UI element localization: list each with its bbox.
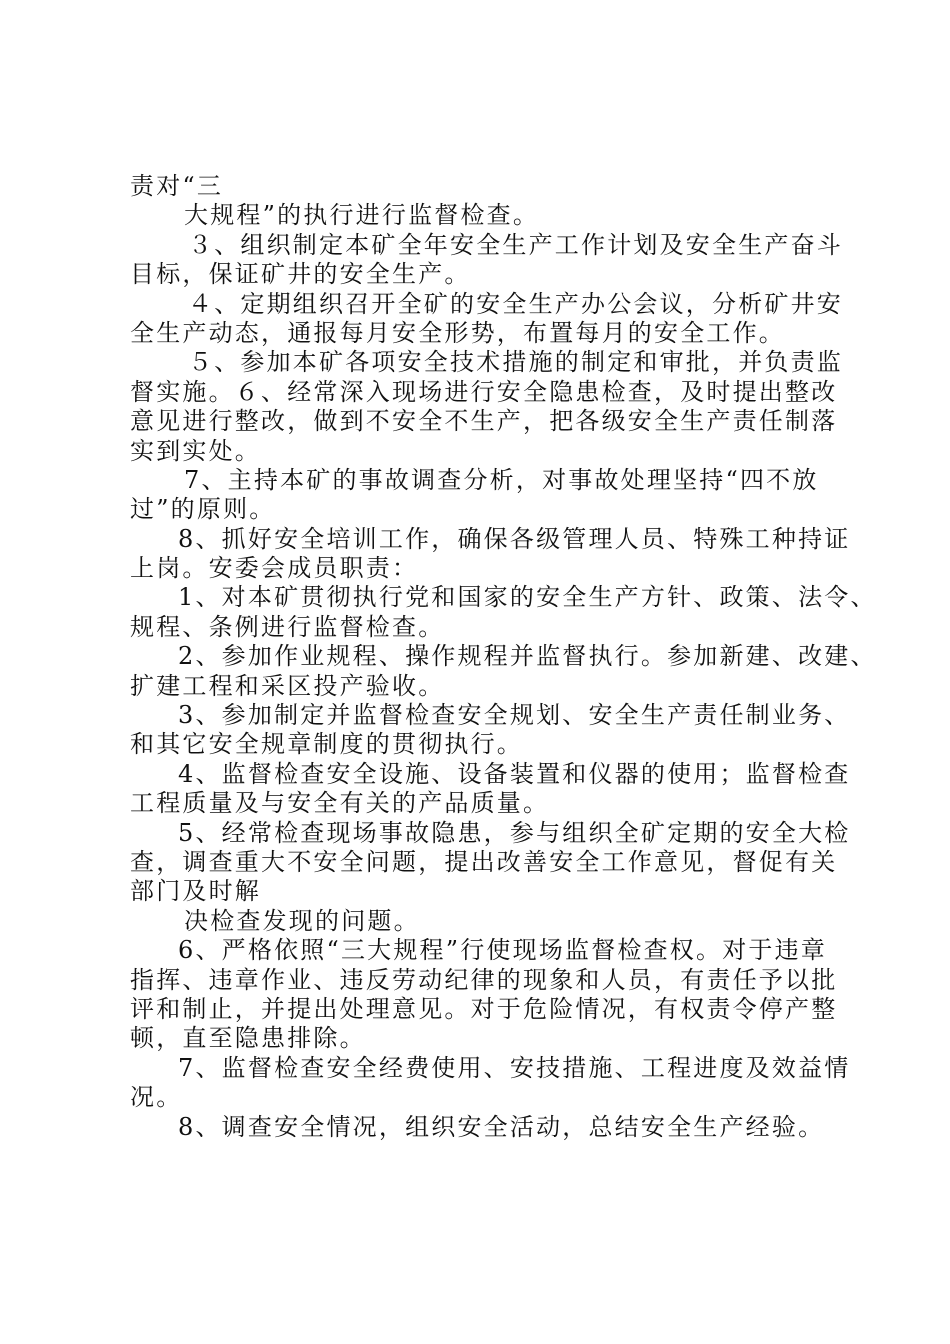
text-line: 7、主持本矿的事故调查分析，对事故处理坚持“四不放 <box>184 465 819 494</box>
text-line: 决检查发现的问题。 <box>184 906 420 935</box>
text-line: 查，调查重大不安全问题，提出改善安全工作意见，督促有关 <box>130 847 838 876</box>
text-line: 上岗。安委会成员职责： <box>130 554 419 583</box>
text-line: 3、参加制定并监督检查安全规划、安全生产责任制业务、 <box>178 701 851 730</box>
text-line: 督实施。６、经常深入现场进行安全隐患检查，及时提出整改 <box>130 377 838 406</box>
text-line: 过”的原则。 <box>130 495 276 524</box>
text-line: 评和制止，并提出处理意见。对于危险情况，有权责令停产整 <box>130 994 838 1023</box>
text-line: 部门及时解 <box>130 877 261 906</box>
text-line: 全生产动态，通报每月安全形势，布置每月的安全工作。 <box>130 318 785 347</box>
text-line: 8、调查安全情况，组织安全活动，总结安全生产经验。 <box>178 1112 825 1141</box>
text-line: 指挥、违章作业、违反劳动纪律的现象和人员，有责任予以批 <box>130 965 838 994</box>
text-line: 6、严格依照“三大规程”行使现场监督检查权。对于违章 <box>178 936 828 965</box>
text-line: 4、监督检查安全设施、设备装置和仪器的使用；监督检查 <box>178 759 851 788</box>
text-line: 意见进行整改，做到不安全不生产，把各级安全生产责任制落 <box>130 407 838 436</box>
text-line: 实到实处。 <box>130 436 261 465</box>
text-line: 责对“三 <box>130 172 224 200</box>
text-line: 工程质量及与安全有关的产品质量。 <box>130 789 550 818</box>
text-line: ５、参加本矿各项安全技术措施的制定和审批，并负责监 <box>188 348 843 377</box>
text-line: 8、抓好安全培训工作，确保各级管理人员、特殊工种持证 <box>178 524 851 553</box>
text-line: 顿，直至隐患排除。 <box>130 1024 366 1053</box>
text-line: 目标，保证矿井的安全生产。 <box>130 260 471 289</box>
text-line: 规程、条例进行监督检查。 <box>130 612 445 641</box>
text-line: 况。 <box>130 1083 183 1112</box>
text-line: ４、定期组织召开全矿的安全生产办公会议，分析矿井安 <box>188 289 843 318</box>
text-line: 1、对本矿贯彻执行党和国家的安全生产方针、政策、法令、 <box>178 583 877 612</box>
text-line: ３、组织制定本矿全年安全生产工作计划及安全生产奋斗 <box>188 230 843 259</box>
text-line: 扩建工程和采区投产验收。 <box>130 671 445 700</box>
text-line: 2、参加作业规程、操作规程并监督执行。参加新建、改建、 <box>178 642 877 671</box>
text-line: 5、经常检查现场事故隐患，参与组织全矿定期的安全大检 <box>178 818 851 847</box>
text-line: 7、监督检查安全经费使用、安技措施、工程进度及效益情 <box>178 1053 851 1082</box>
document-body <box>130 172 877 1142</box>
text-line: 大规程”的执行进行监督检查。 <box>184 201 540 230</box>
text-line: 和其它安全规章制度的贯彻执行。 <box>130 730 523 759</box>
